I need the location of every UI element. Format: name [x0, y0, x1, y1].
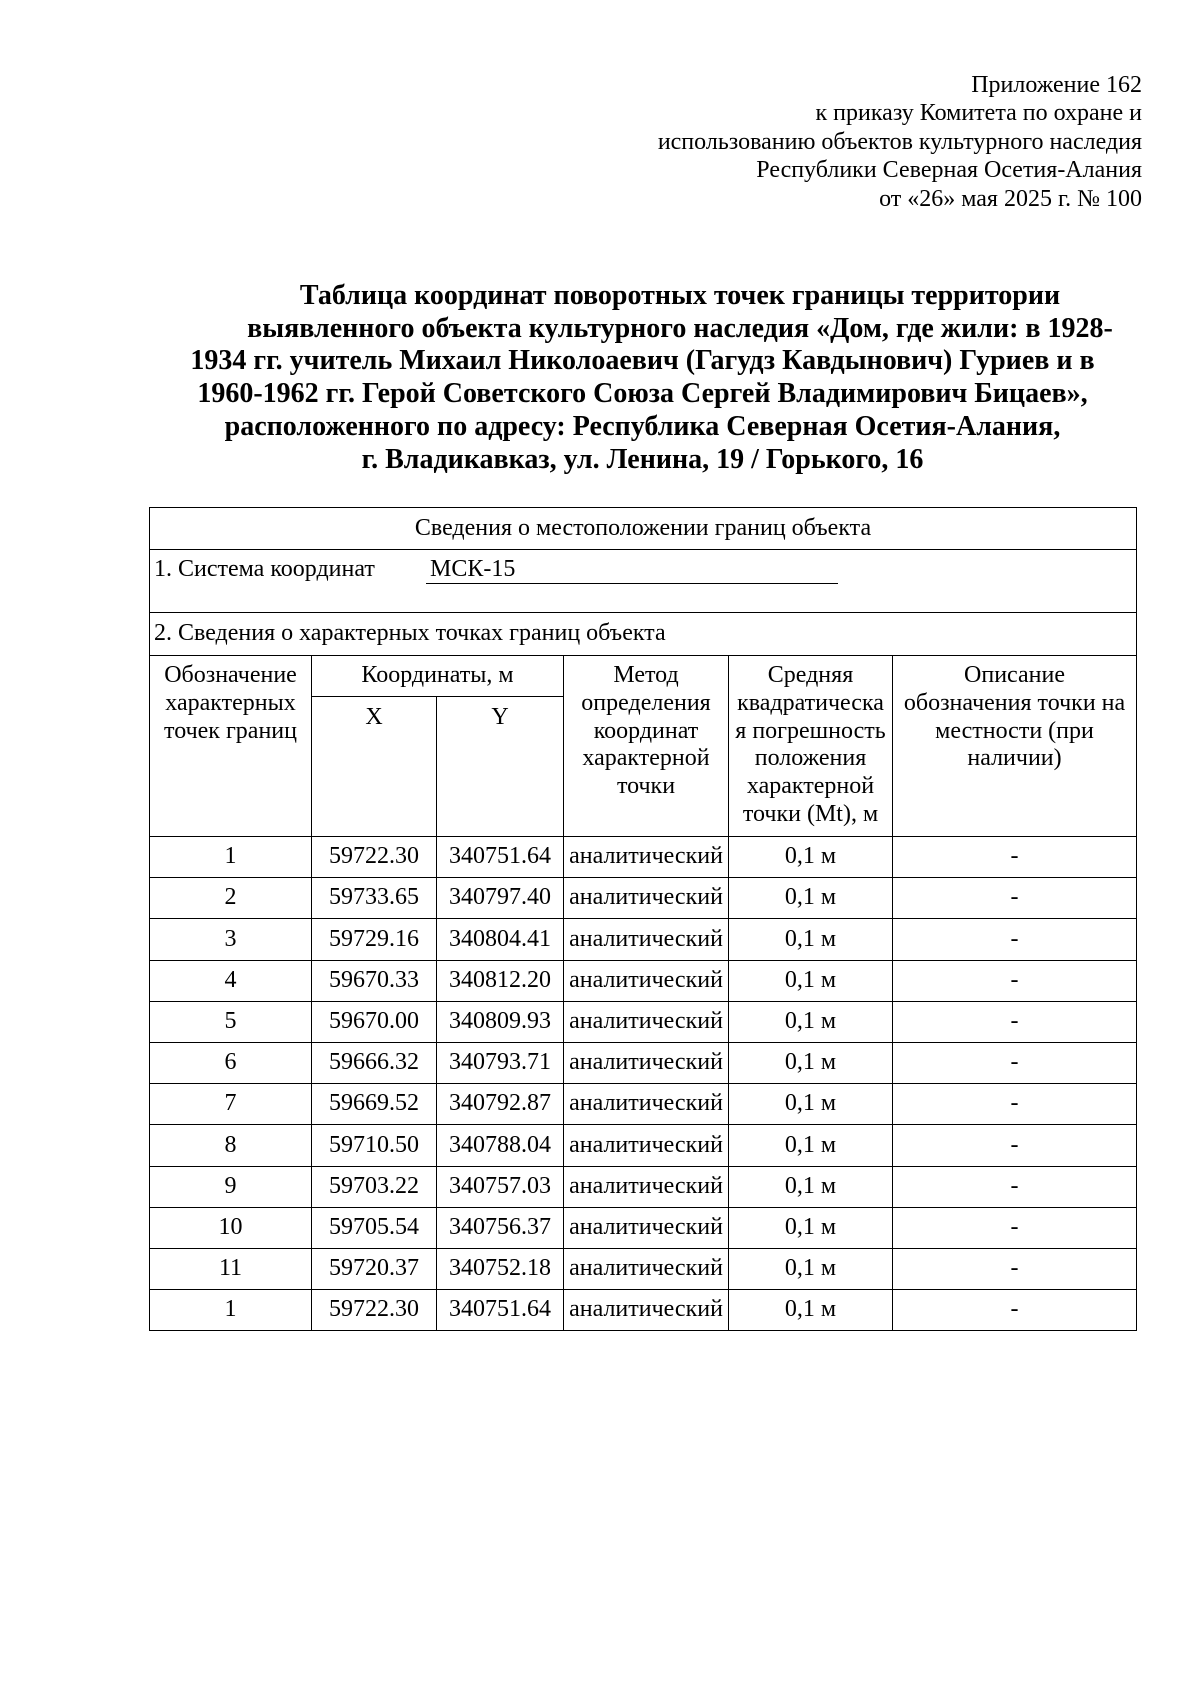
- cell-method: аналитический: [564, 1248, 729, 1289]
- column-header-coordinates: Координаты, м: [312, 656, 564, 697]
- cell-y: 340793.71: [437, 1042, 564, 1083]
- cell-x: 59733.65: [312, 878, 437, 919]
- appendix-note: [422, 71, 1142, 213]
- title-line: выявленного объекта культурного наследия «Дом, где жили: в 1928-: [247, 312, 1113, 344]
- table-row: [150, 1248, 1137, 1289]
- cell-error: 0,1 м: [729, 1125, 893, 1166]
- cell-description: -: [893, 919, 1137, 960]
- cell-y: 340756.37: [437, 1207, 564, 1248]
- cell-method: аналитический: [564, 960, 729, 1001]
- appendix-line: Республики Северная Осетия-Алания: [756, 157, 1142, 184]
- cell-method: аналитический: [564, 919, 729, 960]
- points-section-header: 2. Сведения о характерных точках границ объекта: [150, 613, 1137, 656]
- cell-x: 59710.50: [312, 1125, 437, 1166]
- cell-method: аналитический: [564, 1001, 729, 1042]
- column-header-error: Средняя квадратическа я погрешность положения характерной точки (Mt), м: [729, 656, 893, 837]
- cell-y: 340752.18: [437, 1248, 564, 1289]
- cell-method: аналитический: [564, 878, 729, 919]
- coordinates-table: [149, 507, 1137, 1331]
- title-line: Таблица координат поворотных точек границы территории: [299, 280, 1061, 311]
- cell-y: 340804.41: [437, 919, 564, 960]
- coordinate-system-cell: [150, 550, 1137, 613]
- title-line: 1960-1962 гг. Герой Советского Союза Сергей Владимирович Бицаев»,: [197, 378, 1088, 410]
- cell-method: аналитический: [564, 1042, 729, 1083]
- cell-error: 0,1 м: [729, 1084, 893, 1125]
- cell-x: 59670.00: [312, 1001, 437, 1042]
- cell-y: 340751.64: [437, 1290, 564, 1331]
- table-row: [150, 1290, 1137, 1331]
- cell-method: аналитический: [564, 1084, 729, 1125]
- cell-error: 0,1 м: [729, 878, 893, 919]
- table-row: [150, 837, 1137, 878]
- cell-error: 0,1 м: [729, 1290, 893, 1331]
- cell-point: 8: [150, 1125, 312, 1166]
- cell-point: 4: [150, 960, 312, 1001]
- cell-error: 0,1 м: [729, 960, 893, 1001]
- cell-point: 6: [150, 1042, 312, 1083]
- column-header-designation: Обозначение характерных точек границ: [150, 656, 312, 837]
- table-row: [150, 1001, 1137, 1042]
- cell-description: -: [893, 1042, 1137, 1083]
- cell-description: -: [893, 960, 1137, 1001]
- cell-point: 11: [150, 1248, 312, 1289]
- cell-error: 0,1 м: [729, 1042, 893, 1083]
- cell-error: 0,1 м: [729, 1001, 893, 1042]
- table-row: [150, 1042, 1137, 1083]
- cell-method: аналитический: [564, 1166, 729, 1207]
- cell-error: 0,1 м: [729, 1207, 893, 1248]
- cell-error: 0,1 м: [729, 837, 893, 878]
- cell-method: аналитический: [564, 1207, 729, 1248]
- cell-description: -: [893, 1166, 1137, 1207]
- cell-y: 340792.87: [437, 1084, 564, 1125]
- cell-y: 340757.03: [437, 1166, 564, 1207]
- cell-y: 340809.93: [437, 1001, 564, 1042]
- cell-x: 59670.33: [312, 960, 437, 1001]
- cell-description: -: [893, 1207, 1137, 1248]
- appendix-line: к приказу Комитета по охране и: [815, 100, 1142, 127]
- cell-method: аналитический: [564, 837, 729, 878]
- cell-description: -: [893, 1125, 1137, 1166]
- column-header-row: [150, 656, 1137, 697]
- column-header-description: Описание обозначения точки на местности (при наличии): [893, 656, 1137, 837]
- cell-x: 59666.32: [312, 1042, 437, 1083]
- cell-description: -: [893, 1290, 1137, 1331]
- coordinate-system-value: МСК-15: [426, 556, 838, 584]
- cell-y: 340751.64: [437, 837, 564, 878]
- cell-error: 0,1 м: [729, 1248, 893, 1289]
- cell-point: 9: [150, 1166, 312, 1207]
- cell-method: аналитический: [564, 1125, 729, 1166]
- cell-x: 59729.16: [312, 919, 437, 960]
- cell-point: 1: [150, 1290, 312, 1331]
- appendix-line: использованию объектов культурного наследия: [657, 128, 1142, 155]
- cell-x: 59722.30: [312, 837, 437, 878]
- table-row: [150, 1125, 1137, 1166]
- table-row: [150, 919, 1137, 960]
- cell-point: 5: [150, 1001, 312, 1042]
- table-row: [150, 1084, 1137, 1125]
- points-section-row: [150, 613, 1137, 656]
- cell-description: -: [893, 1248, 1137, 1289]
- cell-point: 10: [150, 1207, 312, 1248]
- column-header-y: Y: [437, 697, 564, 837]
- table-row: [150, 878, 1137, 919]
- coordinate-system-label: 1. Система координат: [154, 556, 375, 582]
- column-header-method: Метод определения координат характерной точки: [564, 656, 729, 837]
- cell-y: 340797.40: [437, 878, 564, 919]
- coordinate-system-row: [150, 550, 1137, 613]
- table-row: [150, 960, 1137, 1001]
- cell-y: 340788.04: [437, 1125, 564, 1166]
- column-header-x: X: [312, 697, 437, 837]
- document-title: [130, 280, 1155, 476]
- cell-x: 59722.30: [312, 1290, 437, 1331]
- cell-x: 59669.52: [312, 1084, 437, 1125]
- location-section-header: Сведения о местоположении границ объекта: [150, 508, 1137, 550]
- cell-x: 59720.37: [312, 1248, 437, 1289]
- location-section-row: [150, 508, 1137, 550]
- cell-error: 0,1 м: [729, 919, 893, 960]
- cell-description: -: [893, 1084, 1137, 1125]
- cell-point: 2: [150, 878, 312, 919]
- cell-x: 59705.54: [312, 1207, 437, 1248]
- title-line: 1934 гг. учитель Михаил Николоаевич (Гагудз Кавдынович) Гуриев и в: [190, 345, 1095, 377]
- cell-error: 0,1 м: [729, 1166, 893, 1207]
- appendix-line: Приложение 162: [971, 72, 1142, 98]
- cell-x: 59703.22: [312, 1166, 437, 1207]
- cell-point: 1: [150, 837, 312, 878]
- cell-point: 3: [150, 919, 312, 960]
- title-line: г. Владикавказ, ул. Ленина, 19 / Горького, 16: [361, 443, 924, 475]
- table-row: [150, 1166, 1137, 1207]
- cell-y: 340812.20: [437, 960, 564, 1001]
- table-row: [150, 1207, 1137, 1248]
- cell-method: аналитический: [564, 1290, 729, 1331]
- cell-description: -: [893, 878, 1137, 919]
- cell-description: -: [893, 837, 1137, 878]
- cell-description: -: [893, 1001, 1137, 1042]
- cell-point: 7: [150, 1084, 312, 1125]
- appendix-line: от «26» мая 2025 г. № 100: [879, 185, 1142, 212]
- title-line: расположенного по адресу: Республика Северная Осетия-Алания,: [224, 410, 1061, 442]
